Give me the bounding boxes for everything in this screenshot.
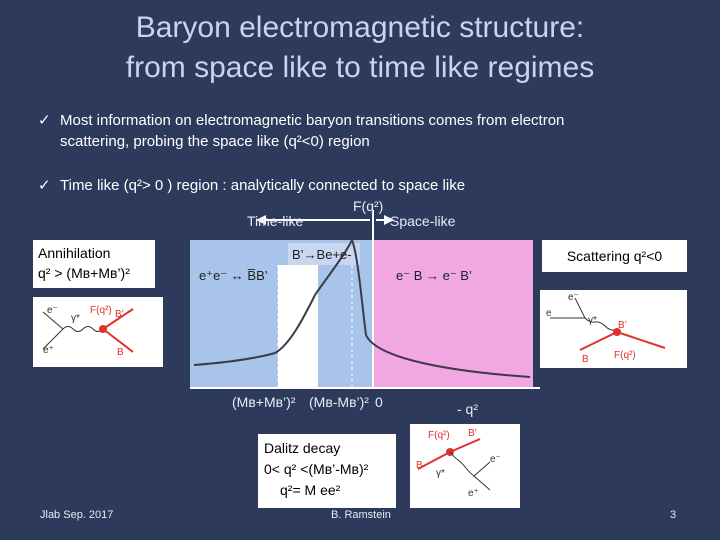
ann-e-minus: e⁻ xyxy=(47,305,58,316)
tick-label-sum: (Mʙ+Mʙ’)² xyxy=(232,394,296,410)
ann-photon-line xyxy=(63,327,103,332)
dz-gamma: γ* xyxy=(436,468,445,479)
sc-b: B xyxy=(582,354,589,365)
dz-bprime: B’ xyxy=(468,428,477,439)
bullet-1-line-2: scattering, probing the space like (q²<0) region xyxy=(60,133,370,150)
ann-e-plus: e⁺ xyxy=(43,345,54,356)
sc-ff: F(q²) xyxy=(614,350,636,361)
dz-e-plus: e⁺ xyxy=(468,488,479,499)
bullet-1 xyxy=(38,110,698,152)
ann-gamma: γ* xyxy=(71,313,80,324)
dz-b: B xyxy=(416,460,423,471)
ann-bprime: B’ xyxy=(115,309,124,320)
x-axis-label: - q² xyxy=(457,401,478,417)
form-factor-plot xyxy=(180,195,550,420)
dalitz-feynman xyxy=(410,424,520,508)
footer-left: Jlab Sep. 2017 xyxy=(40,509,114,521)
scattering-box xyxy=(542,240,687,272)
check-icon: ✓ xyxy=(38,112,51,129)
bullet-2 xyxy=(38,175,698,196)
check-icon: ✓ xyxy=(38,177,51,194)
sc-b-line xyxy=(580,332,617,350)
reaction-center-label: B’→Be+e- xyxy=(292,247,352,262)
ann-b: B xyxy=(117,347,124,358)
timelike-label: Time-like xyxy=(247,213,304,229)
page-number: 3 xyxy=(670,509,677,521)
dalitz-diagram xyxy=(410,424,520,508)
dalitz-box xyxy=(258,434,396,508)
slide-title xyxy=(0,8,720,88)
reaction-right-label: e⁻ B → e⁻ B’ xyxy=(396,268,472,283)
y-axis-label: F(q²) xyxy=(353,198,384,214)
annihilation-title: Annihilation xyxy=(38,245,111,261)
footer-center: B. Ramstein xyxy=(331,509,391,521)
ann-ff: F(q²) xyxy=(90,305,112,316)
title-line-1: Baryon electromagnetic structure: xyxy=(135,11,585,44)
dalitz-condition: 0< q² <(Mʙ’-Mʙ)² xyxy=(264,461,369,477)
dz-ff: F(q²) xyxy=(428,430,450,441)
dz-e-minus: e⁻ xyxy=(490,454,501,465)
tick-label-diff: (Mʙ-Mʙ’)² xyxy=(309,394,369,410)
sc-bprime: B’ xyxy=(618,320,627,331)
dalitz-mass: q²= M ee² xyxy=(280,482,341,498)
sc-gamma: γ* xyxy=(588,315,597,326)
spacelike-region xyxy=(373,240,533,388)
dz-eminus-line xyxy=(474,462,490,476)
dz-bprime-line xyxy=(450,439,480,452)
bullet-1-line-1: Most information on electromagnetic baryon transitions comes from electron xyxy=(60,112,565,129)
sc-e-out: e⁻ xyxy=(568,292,579,303)
title-line-2: from space like to time like regimes xyxy=(125,51,595,84)
bullet-2-text: Time like (q²> 0 ) region : analytically connected to space like xyxy=(60,177,466,194)
reaction-left-label: e⁺e⁻ ↔ B̅B’ xyxy=(199,268,268,283)
scattering-title: Scattering q²<0 xyxy=(566,248,663,264)
annihilation-box xyxy=(33,240,155,288)
scattering-diagram xyxy=(540,290,687,368)
spacelike-label: Space-like xyxy=(390,213,456,229)
sc-bprime-line xyxy=(617,332,665,348)
sc-e-in: e xyxy=(546,308,552,319)
dalitz-title: Dalitz decay xyxy=(264,440,341,456)
dz-photon xyxy=(450,452,474,476)
annihilation-condition: q² > (Mʙ+Mʙ’)² xyxy=(38,265,130,281)
tick-label-zero: 0 xyxy=(375,394,383,410)
annihilation-diagram xyxy=(33,297,163,367)
